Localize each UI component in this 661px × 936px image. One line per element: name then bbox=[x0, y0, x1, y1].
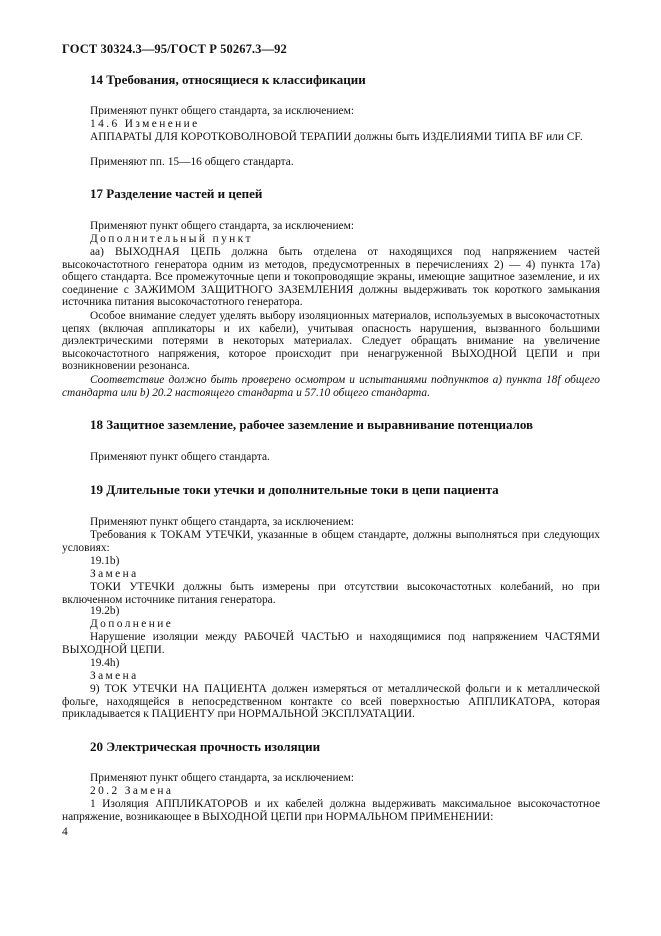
s19-paragraph-4: 9) ТОК УТЕЧКИ НА ПАЦИЕНТА должен измеряться от металлической фольги и к металлической фольге, находящейся в непосредственном контакте со всей поверхностью АППЛИКАТОРА, которая прикладывается к ПАЦИЕНТУ при НОРМАЛЬНОЙ ЭКСПЛУАТАЦИИ. bbox=[62, 683, 600, 721]
section-17-title: 17 Разделение частей и цепей bbox=[90, 186, 263, 201]
s14-paragraph: АППАРАТЫ ДЛЯ КОРОТКОВОЛНОВОЙ ТЕРАПИИ должны быть ИЗДЕЛИЯМИ ТИПА BF или CF. bbox=[90, 131, 583, 143]
s18-line-1: Применяют пункт общего стандарта. bbox=[90, 451, 270, 463]
s19-line-3: Замена bbox=[90, 568, 139, 580]
s14-line-1: Применяют пункт общего стандарта, за исключением: bbox=[90, 105, 354, 117]
s19-line-5: Дополнение bbox=[90, 618, 174, 630]
s17-paragraph-1: аа) ВЫХОДНАЯ ЦЕПЬ должна быть отделена от находящихся под напряжением частей высокочастотного генератора одним из методов, предусмотренных в перечислениях 2) — 4) пункта 17а) общего стандарта. Все промежуточные цепи и токопроводящие экраны, имеющие защитное заземление, и их соединение с ЗАЖИМОМ ЗАЩИТНОГО ЗАЗЕМЛЕНИЯ должны выдерживать ток короткого замыкания источника питания высокочастотного генератора. bbox=[62, 246, 600, 309]
s17-paragraph-2: Особое внимание следует уделять выбору изоляционных материалов, используемых в высокочастотных цепях (включая аппликаторы и их кабели), учитывая опасность нарушения, вызванного большими диэлектрическими потерями в некоторых материалах. Следует обращать внимание на увеличение высокочастотного напряжения, которое происходит при ненагруженной ВЫХОДНОЙ ЦЕПИ и при возникновении резонанса. bbox=[62, 310, 600, 373]
s19-paragraph-2: ТОКИ УТЕЧКИ должны быть измерены при отсутствии высокочастотных колебаний, но при включенном источнике питания генератора. bbox=[62, 581, 600, 606]
s17-line-2: Дополнительный пункт bbox=[90, 233, 253, 245]
page-number: 4 bbox=[62, 826, 68, 838]
s17-paragraph-3: Соответствие должно быть проверено осмотром и испытаниями подпунктов а) пункта 18f общего стандарта или b) 20.2 настоящего стандарта и 57.10 общего стандарта. bbox=[62, 374, 600, 399]
s19-paragraph-1: Требования к ТОКАМ УТЕЧКИ, указанные в общем стандарте, должны выполняться при следующих условиях: bbox=[62, 529, 600, 554]
s20-line-1: Применяют пункт общего стандарта, за исключением: bbox=[90, 772, 354, 784]
s14-line-4: Применяют пп. 15—16 общего стандарта. bbox=[90, 156, 294, 168]
s17-line-1: Применяют пункт общего стандарта, за исключением: bbox=[90, 220, 354, 232]
s19-line-6: 19.4h) bbox=[90, 657, 120, 669]
s19-line-2: 19.1b) bbox=[90, 555, 120, 567]
s14-line-2: 14.6 Изменение bbox=[90, 118, 200, 130]
running-header: ГОСТ 30324.3—95/ГОСТ Р 50267.3—92 bbox=[62, 42, 287, 56]
s19-line-1: Применяют пункт общего стандарта, за исключением: bbox=[90, 516, 354, 528]
s19-line-4: 19.2b) bbox=[90, 605, 120, 617]
section-14-title: 14 Требования, относящиеся к классификации bbox=[90, 72, 366, 87]
section-18-title: 18 Защитное заземление, рабочее заземление и выравнивание потенциалов bbox=[90, 417, 534, 432]
s20-paragraph-1: 1 Изоляция АППЛИКАТОРОВ и их кабелей должна выдерживать максимальное высокочастотное напряжение, возникающее в ВЫХОДНОЙ ЦЕПИ при НОРМАЛЬНОМ ПРИМЕНЕНИИ: bbox=[62, 798, 600, 823]
s20-line-2: 20.2 Замена bbox=[90, 785, 174, 797]
section-19-title: 19 Длительные токи утечки и дополнительные токи в цепи пациента bbox=[90, 482, 499, 497]
section-20-title: 20 Электрическая прочность изоляции bbox=[90, 739, 321, 754]
s19-paragraph-3: Нарушение изоляции между РАБОЧЕЙ ЧАСТЬЮ и находящимися под напряжением ЧАСТЯМИ ВЫХОДНОЙ ЦЕПИ. bbox=[62, 631, 600, 656]
s19-line-7: Замена bbox=[90, 670, 139, 682]
